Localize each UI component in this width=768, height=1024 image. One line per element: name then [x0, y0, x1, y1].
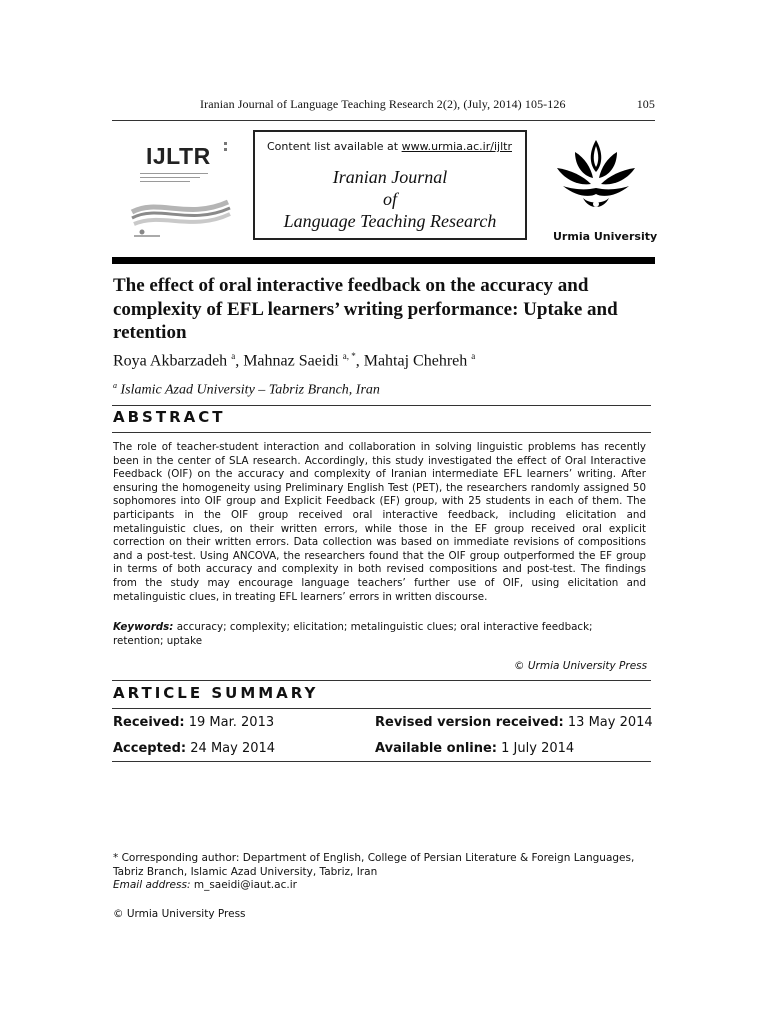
- abstract-body: The role of teacher-student interaction and collaboration in solving linguistic problems has recently been in the center of SLA research. Accordingly, this study investigated the effect of Oral Interactive Feedback (OIF) on the accuracy and complexity of Iranian intermediate EFL learners’ writing. After ensuring the homogeneity using Preliminary English Test (PET), the researchers randomly assigned 50 sophomores into OIF group and Explicit Feedback (EF) group, with 25 students in each of them. The participants in the OIF group received oral interactive feedback, including elicitation and metalinguistic clues, on their written errors, while those in the EF group received oral explicit correction on their written errors. Data collection was based on immediate revisions of compositions and a post-test. Using ANCOVA, the researchers found that the OIF group outperformed the EF group in terms of both accuracy and complexity in both revised compositions and post-test. The findings from the study may encourage language teachers’ further use of OIF, using elicitation and metalinguistic clues, in treating EFL learners’ errors in written discourse.: [113, 441, 646, 603]
- author-sup: a: [471, 351, 476, 361]
- running-header-journal: Iranian Journal of Language Teaching Research 2(2), (July, 2014) 105-126: [200, 97, 566, 111]
- keywords-label: Keywords:: [113, 621, 174, 633]
- corresponding-author: * Corresponding author: Department of English, College of Persian Literature & Foreign Languages, Tabriz Branch, Islamic Azad University, Tabriz, Iran: [113, 852, 635, 878]
- journal-title: [255, 166, 525, 232]
- received-label: Received:: [113, 715, 185, 730]
- author-list: Roya Akbarzadeh $^a$, Mahnaz Saeidi $^{a, *}$, Mahtaj Chehreh $^a$: [113, 351, 476, 370]
- email-address[interactable]: m_saeidi@iaut.ac.ir: [193, 879, 297, 892]
- journal-url-link[interactable]: www.urmia.ac.ir/ijltr: [401, 140, 512, 153]
- wave-graphic-icon: [128, 190, 232, 240]
- section-rule: [112, 761, 651, 762]
- section-rule: [112, 432, 651, 433]
- online-value: 1 July 2014: [501, 741, 575, 756]
- journal-logo-text: IJLTR: [146, 143, 211, 169]
- masthead-divider: [112, 257, 655, 264]
- author-name: Mahnaz Saeidi: [243, 352, 339, 370]
- revised-value: 13 May 2014: [567, 715, 653, 730]
- content-list-notice: [267, 140, 512, 153]
- accepted-value: 24 May 2014: [190, 741, 276, 756]
- keywords-text: accuracy; complexity; elicitation; metalinguistic clues; oral interactive feedback; retention; uptake: [113, 621, 593, 647]
- affiliation-sup: a: [113, 381, 117, 390]
- content-list-prefix: Content list available at: [267, 140, 402, 153]
- press-credit: © Urmia University Press: [514, 660, 648, 672]
- author-name: Roya Akbarzadeh: [113, 352, 228, 370]
- accepted-label: Accepted:: [113, 741, 187, 756]
- email-label: Email address:: [113, 879, 191, 892]
- cover-side-marks: [224, 139, 230, 154]
- received-date: [113, 715, 274, 730]
- journal-title-box: [253, 130, 527, 240]
- corresponding-author-footnote: [113, 852, 653, 893]
- section-rule: [112, 405, 651, 406]
- author-sup: a: [231, 351, 236, 361]
- journal-title-line: Iranian Journal: [332, 167, 448, 187]
- accepted-date: [113, 741, 275, 756]
- journal-cover-logo: [128, 135, 236, 245]
- article-summary-heading: ARTICLE SUMMARY: [113, 684, 319, 702]
- journal-title-line: of: [382, 189, 397, 209]
- copyright-notice: © Urmia University Press: [113, 908, 246, 920]
- online-date: [375, 741, 574, 756]
- journal-title-line: Language Teaching Research: [283, 211, 497, 231]
- affiliation-text: Islamic Azad University – Tabriz Branch, Iran: [120, 382, 380, 398]
- email-line: [113, 879, 653, 893]
- university-name: Urmia University: [553, 230, 658, 243]
- received-value: 19 Mar. 2013: [188, 715, 275, 730]
- section-rule: [112, 708, 651, 709]
- article-title: The effect of oral interactive feedback on the accuracy and complexity of EFL learners’ writing performance: Uptake and retention: [113, 275, 618, 343]
- affiliation: [113, 381, 380, 399]
- header-rule: [112, 120, 655, 121]
- keywords: [113, 621, 646, 648]
- author-sup: a, *: [342, 351, 356, 361]
- online-label: Available online:: [375, 741, 498, 756]
- author-name: Mahtaj Chehreh: [363, 352, 468, 370]
- university-emblem-icon: [553, 138, 639, 216]
- revised-date: [375, 715, 653, 730]
- revised-label: Revised version received:: [375, 715, 564, 730]
- page-number: 105: [636, 97, 655, 111]
- abstract-heading: ABSTRACT: [113, 408, 226, 426]
- section-rule: [112, 680, 651, 681]
